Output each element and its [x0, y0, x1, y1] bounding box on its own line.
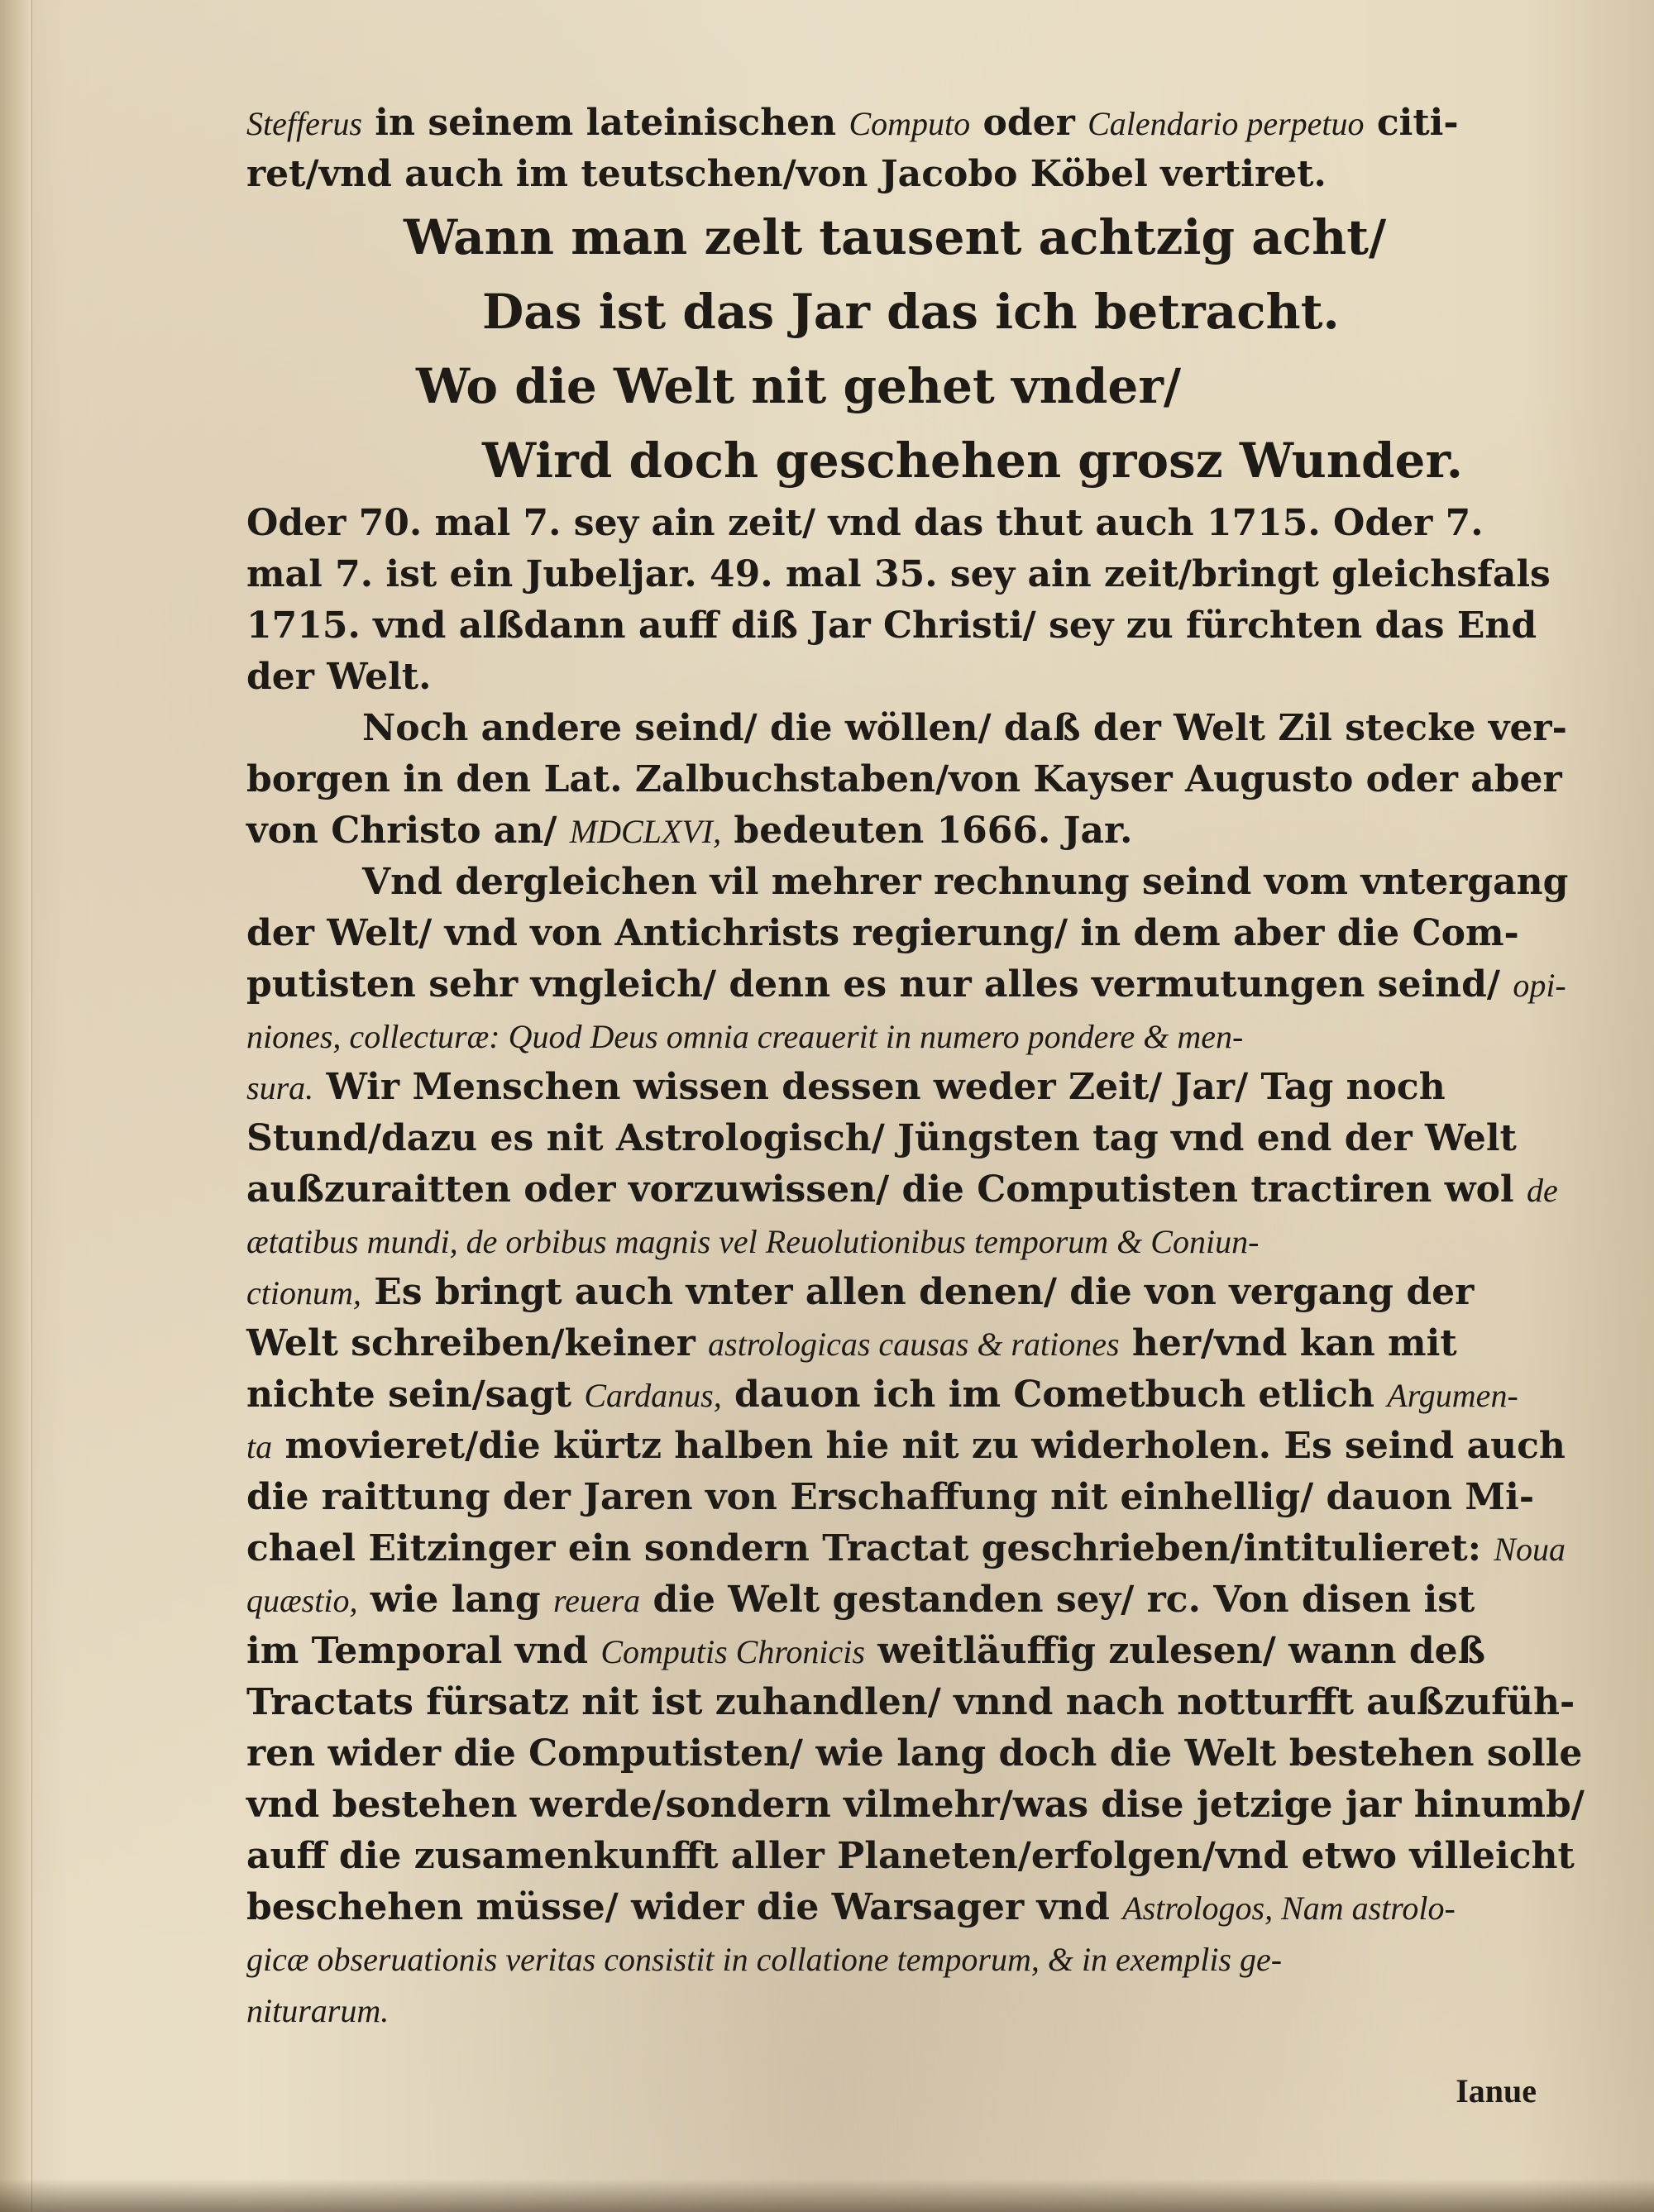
latin-term: niturarum.	[246, 1992, 390, 2029]
latin-term: Computis Chronicis	[600, 1633, 865, 1670]
text-line	[246, 1933, 1537, 1985]
text-line: Oder 70. mal 7. sey ain zeit/ vnd das thut auch 1715. Oder 7.	[246, 502, 1484, 544]
text-line: vnd bestehen werde/sondern vilmehr/was dise jetzige jar hinumb/	[246, 1784, 1585, 1826]
text-line: nichte sein/sagt Cardanus, dauon ich im Cometbuch etlich Argumen-	[246, 1374, 1518, 1416]
verse-line: Das ist das Jar das ich betracht.	[482, 284, 1340, 340]
latin-term: Calendario perpetuo	[1088, 105, 1365, 142]
text-line: ret/vnd auch im teutschen/von Jacobo Köbel vertiret.	[246, 153, 1327, 195]
text-line: im Temporal vnd Computis Chronicis weitläuffig zulesen/ wann deß	[246, 1630, 1486, 1672]
text-line: chael Eitzinger ein sondern Tractat geschrieben/intitulieret: Noua	[246, 1527, 1566, 1569]
latin-term: Stefferus	[246, 105, 362, 142]
latin-term: ctionum,	[246, 1274, 361, 1311]
text-line: beschehen müsse/ wider die Warsager vnd Astrologos, Nam astrolo-	[246, 1886, 1456, 1928]
text-line: Stefferus in seinem lateinischen Computo oder Calendario perpetuo citi-	[246, 102, 1459, 144]
text-line: die raittung der Jaren von Erschaffung nit einhellig/ dauon Mi-	[246, 1476, 1535, 1518]
latin-term: reuera	[553, 1582, 641, 1619]
text-line	[246, 1985, 1537, 2036]
text-line: mal 7. ist ein Jubeljar. 49. mal 35. sey ain zeit/bringt gleichsfals	[246, 553, 1551, 595]
latin-term: quæstio,	[246, 1582, 358, 1619]
latin-term: gicæ obseruationis veritas consistit in collatione temporum, & in exemplis ge-	[246, 1941, 1283, 1978]
latin-term: Noua	[1494, 1531, 1566, 1568]
page-binding-edge	[0, 0, 32, 2212]
body-text	[246, 498, 1585, 2036]
catchword: Ianue	[1456, 2072, 1537, 2109]
verse-line: Wird doch geschehen grosz Wunder.	[482, 432, 1463, 489]
text-line: quæstio, wie lang reuera die Welt gestanden sey/ rc. Von disen ist	[246, 1579, 1475, 1621]
text-line: Noch andere seind/ die wöllen/ daß der Welt Zil stecke ver-	[362, 707, 1567, 749]
text-line	[246, 1216, 1537, 1267]
text-line: ren wider die Computisten/ wie lang doch die Welt bestehen solle	[246, 1732, 1583, 1775]
text-line: Stund/dazu es nit Astrologisch/ Jüngsten tag vnd end der Welt	[246, 1117, 1517, 1159]
text-line: ta movieret/die kürtz halben hie nit zu widerholen. Es seind auch	[246, 1425, 1566, 1467]
latin-term: Computo	[849, 105, 971, 142]
page-bottom-shadow	[0, 2179, 1654, 2212]
latin-term: de	[1526, 1172, 1558, 1209]
text-line: Welt schreiben/keiner astrologicas causas & rationes her/vnd kan mit	[246, 1322, 1457, 1364]
latin-term: ta	[246, 1428, 273, 1465]
text-line: borgen in den Lat. Zalbuchstaben/von Kayser Augusto oder aber	[246, 758, 1562, 800]
latin-term: Cardanus,	[584, 1377, 722, 1414]
latin-term: sura.	[246, 1069, 314, 1106]
latin-term: Argumen-	[1387, 1377, 1518, 1414]
text-line: sura. Wir Menschen wissen dessen weder Zeit/ Jar/ Tag noch	[246, 1066, 1446, 1108]
verse-line: Wo die Welt nit gehet vnder/	[416, 358, 1182, 414]
latin-term: MDCLXVI,	[569, 813, 722, 850]
text-line: 1715. vnd alßdann auff diß Jar Christi/ sey zu fürchten das End	[246, 604, 1537, 647]
verse-line: Wann man zelt tausent achtzig acht/	[404, 209, 1387, 265]
text-line: Tractats fürsatz nit ist zuhandlen/ vnnd nach notturfft außzufüh-	[246, 1681, 1575, 1723]
latin-term: astrologicas causas & rationes	[708, 1326, 1120, 1363]
latin-term: Astrologos, Nam astrolo-	[1122, 1890, 1456, 1927]
page-text	[246, 98, 1585, 2036]
text-line: außzuraitten oder vorzuwissen/ die Computisten tractiren wol de	[246, 1168, 1558, 1211]
text-line: Vnd dergleichen vil mehrer rechnung seind vom vntergang	[362, 861, 1569, 903]
text-line: ctionum, Es bringt auch vnter allen denen/ die von vergang der	[246, 1271, 1475, 1313]
latin-term: ætatibus mundi, de orbibus magnis vel Reuolutionibus temporum & Coniun-	[246, 1223, 1260, 1260]
text-line: der Welt.	[246, 656, 432, 698]
text-line	[246, 1010, 1537, 1062]
text-line: auff die zusamenkunfft aller Planeten/erfolgen/vnd etwo villeicht	[246, 1835, 1575, 1877]
text-line: von Christo an/ MDCLXVI, bedeuten 1666. Jar.	[246, 810, 1133, 852]
latin-term: opi-	[1513, 967, 1566, 1004]
text-line: putisten sehr vngleich/ denn es nur alles vermutungen seind/ opi-	[246, 963, 1566, 1006]
text-line: der Welt/ vnd von Antichrists regierung/ in dem aber die Com-	[246, 912, 1519, 954]
latin-term: niones, collecturæ: Quod Deus omnia creauerit in numero pondere & men-	[246, 1018, 1244, 1055]
